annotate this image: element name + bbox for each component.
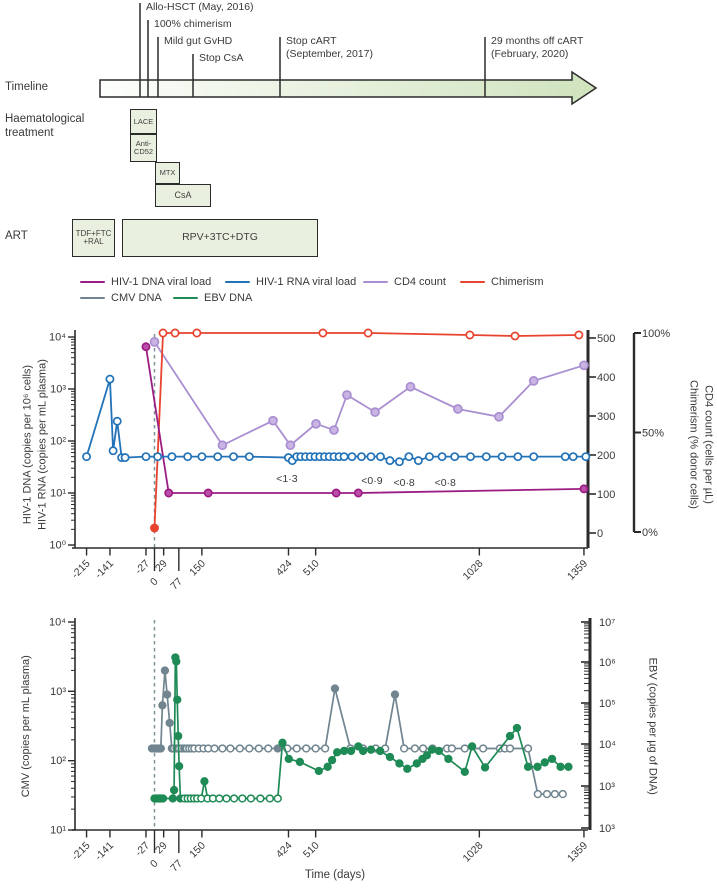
ebv-dna-marker bbox=[285, 755, 292, 762]
cmv-dna-marker bbox=[166, 720, 173, 727]
x-tick-label: 1359 bbox=[565, 557, 591, 583]
cmv-dna-marker bbox=[219, 745, 226, 752]
cmv-dna-marker bbox=[162, 667, 169, 674]
haematological-box-mtx: MTX bbox=[155, 162, 180, 184]
ebv-dna-marker bbox=[404, 765, 411, 772]
ebv-dna-marker bbox=[329, 757, 336, 764]
cmv-dna-marker bbox=[246, 745, 253, 752]
chart2-right-axis-title: EBV (copies per µg of DNA) bbox=[646, 657, 659, 795]
x-tick-label: 0 bbox=[148, 857, 161, 871]
hiv1-rna-marker bbox=[562, 453, 569, 460]
cmv-dna-marker bbox=[551, 791, 558, 798]
hiv1-rna-marker bbox=[358, 453, 365, 460]
ebv-dna-marker bbox=[334, 749, 341, 756]
cd4-tick-label: 100 bbox=[597, 489, 616, 501]
time-axis-title: Time (days) bbox=[304, 869, 366, 881]
ebv-dna-marker bbox=[557, 763, 564, 770]
haematological-box-anti: Anti- CD52 bbox=[130, 134, 157, 162]
cmv-dna-marker bbox=[255, 745, 262, 752]
ebv-dna-marker bbox=[423, 752, 430, 759]
ebv-dna-marker bbox=[514, 725, 521, 732]
hiv1-rna-marker bbox=[582, 453, 589, 460]
x-tick-label: -141 bbox=[92, 557, 117, 581]
ebv-dna-marker bbox=[266, 795, 273, 802]
cd4-count-marker bbox=[286, 441, 294, 449]
hiv1-rna-marker bbox=[405, 453, 412, 460]
chimerism-marker bbox=[365, 329, 372, 336]
hiv1-rna-marker bbox=[83, 453, 90, 460]
ebv-dna-marker bbox=[445, 755, 452, 762]
cd4-tick-label: 300 bbox=[597, 411, 616, 423]
hiv1-dna-series bbox=[142, 343, 587, 496]
cd4-axis-title: CD4 count (cells per µL) bbox=[702, 385, 715, 504]
ebv-dna-marker bbox=[174, 696, 181, 703]
cmv-dna-line bbox=[152, 671, 563, 795]
hiv1-dna-marker bbox=[142, 343, 149, 350]
cmv-dna-marker bbox=[265, 745, 272, 752]
ebv-dna-marker bbox=[534, 763, 541, 770]
cd4-count-marker bbox=[312, 420, 320, 428]
haematological-box-lace: LACE bbox=[130, 109, 157, 134]
x-tick-label: 0 bbox=[148, 575, 161, 589]
chimerism-marker bbox=[466, 331, 473, 338]
chimerism-marker bbox=[319, 329, 326, 336]
hiv1-rna-marker bbox=[467, 453, 474, 460]
ebv-dna-marker bbox=[173, 658, 180, 665]
hiv1-dna-marker bbox=[580, 485, 587, 492]
chimerism-marker bbox=[575, 331, 582, 338]
x-tick-label: 77 bbox=[168, 575, 185, 593]
hiv1-rna-marker bbox=[426, 453, 433, 460]
y-tick-label: 10¹ bbox=[50, 824, 66, 837]
ebv-dna-marker bbox=[360, 748, 367, 755]
art-box-rpv3tcdtg: RPV+3TC+DTG bbox=[122, 219, 318, 257]
hiv1-rna-marker bbox=[570, 453, 577, 460]
cd4-count-marker bbox=[371, 408, 379, 416]
x-tick-label: 77 bbox=[168, 857, 185, 875]
art-box-tdfftc: TDF+FTC +RAL bbox=[72, 219, 115, 257]
x-tick-label: 1359 bbox=[565, 839, 591, 865]
x-tick-label: 1028 bbox=[460, 839, 486, 865]
cd4-count-marker bbox=[495, 413, 503, 421]
hiv1-rna-marker bbox=[367, 453, 374, 460]
ebv-dna-marker bbox=[348, 748, 355, 755]
cd4-tick-label: 200 bbox=[597, 450, 616, 462]
hiv1-dna-marker bbox=[165, 489, 172, 496]
x-tick-label: 510 bbox=[300, 839, 322, 861]
ebv-dna-marker bbox=[175, 733, 182, 740]
chimerism-tick-label: 50% bbox=[642, 427, 665, 440]
chimerism-marker bbox=[151, 524, 158, 531]
chimerism-tick-label: 0% bbox=[642, 527, 658, 539]
hiv1-rna-marker bbox=[348, 453, 355, 460]
chimerism-marker bbox=[193, 329, 200, 336]
cmv-dna-marker bbox=[411, 745, 418, 752]
cmv-dna-marker bbox=[420, 745, 427, 752]
y-tick-label: 10² bbox=[50, 435, 66, 448]
cmv-dna-marker bbox=[544, 791, 551, 798]
ebv-dna-marker bbox=[171, 787, 178, 794]
ebv-dna-marker bbox=[274, 795, 281, 802]
ebv-dna-marker bbox=[377, 748, 384, 755]
hiv1-rna-marker bbox=[415, 457, 422, 464]
ebv-dna-marker bbox=[541, 759, 548, 766]
ebv-dna-marker bbox=[315, 768, 322, 775]
legend-label: HIV-1 DNA viral load bbox=[111, 276, 212, 288]
hiv-dna-axis-title: HIV-1 DNA (copies per 10⁶ cells) bbox=[21, 364, 34, 525]
ebv-dna-marker bbox=[507, 733, 514, 740]
cd4-count-marker bbox=[406, 383, 414, 391]
hiv1-rna-marker bbox=[377, 453, 384, 460]
hiv1-dna-marker bbox=[355, 489, 362, 496]
y-tick-label: 10³ bbox=[50, 685, 66, 698]
ebv-dna-marker bbox=[239, 795, 246, 802]
ebv-dna-marker bbox=[223, 795, 230, 802]
ebv-tick-label: 10³ bbox=[599, 781, 615, 793]
cd4-count-marker bbox=[343, 391, 351, 399]
chimerism-axis-title: Chimerism (% donor cells) bbox=[688, 380, 700, 509]
cmv-dna-marker bbox=[534, 791, 541, 798]
cmv-dna-marker bbox=[559, 791, 566, 798]
cmv-dna-marker bbox=[461, 745, 468, 752]
x-tick-label: 150 bbox=[187, 557, 209, 579]
timeline-event-label: Stop CsA bbox=[199, 52, 244, 64]
hiv1-rna-marker bbox=[184, 453, 191, 460]
cmv-dna-marker bbox=[448, 745, 455, 752]
hiv1-rna-marker bbox=[246, 453, 253, 460]
timeline-event-label: 29 months off cART (February, 2020) bbox=[491, 35, 584, 60]
hiv1-rna-marker bbox=[122, 454, 129, 461]
ebv-dna-marker bbox=[257, 795, 264, 802]
hiv1-rna-marker bbox=[110, 447, 117, 454]
cmv-dna-marker bbox=[303, 745, 310, 752]
ebv-dna-marker bbox=[387, 754, 394, 761]
cd4-count-series bbox=[151, 338, 588, 449]
ebv-dna-marker bbox=[279, 739, 286, 746]
cmv-dna-marker bbox=[164, 691, 171, 698]
ebv-dna-marker bbox=[324, 763, 331, 770]
hiv1-rna-marker bbox=[198, 453, 205, 460]
x-tick-label: 510 bbox=[300, 557, 322, 579]
ebv-tick-label: 10³ bbox=[599, 823, 615, 835]
x-tick-label: 424 bbox=[273, 557, 295, 579]
hiv1-rna-marker bbox=[514, 453, 521, 460]
hiv1-rna-marker bbox=[483, 453, 490, 460]
hiv1-rna-marker bbox=[142, 453, 149, 460]
cd4-tick-label: 500 bbox=[597, 333, 616, 345]
ebv-dna-marker bbox=[201, 778, 208, 785]
cmv-dna-marker bbox=[480, 745, 487, 752]
cd4-count-marker bbox=[151, 338, 159, 346]
cmv-dna-marker bbox=[227, 745, 234, 752]
below-detection-annotation: <0·9 bbox=[361, 475, 383, 487]
x-tick-label: 29 bbox=[153, 839, 170, 857]
y-tick-label: 10⁰ bbox=[49, 539, 66, 552]
y-tick-label: 10² bbox=[50, 755, 66, 768]
cd4-count-marker bbox=[580, 361, 588, 369]
timeline-event-label: Allo-HSCT (May, 2016) bbox=[146, 1, 254, 13]
x-tick-label: 1028 bbox=[460, 557, 486, 583]
cmv-dna-marker bbox=[332, 685, 339, 692]
chimerism-marker bbox=[511, 332, 518, 339]
timeline-event-label: Mild gut GvHD bbox=[164, 35, 233, 47]
y-tick-label: 10¹ bbox=[50, 487, 66, 500]
timeline-event-label: Stop cART (September, 2017) bbox=[286, 35, 373, 60]
hiv1-rna-marker bbox=[214, 453, 221, 460]
x-tick-label: -27 bbox=[132, 557, 153, 577]
hiv1-dna-marker bbox=[205, 489, 212, 496]
cd4-count-marker bbox=[218, 441, 226, 449]
cmv-dna-series bbox=[149, 667, 567, 797]
chimerism-line bbox=[155, 333, 579, 528]
hiv1-dna-line bbox=[146, 347, 584, 493]
cmv-dna-marker bbox=[293, 745, 300, 752]
ebv-dna-marker bbox=[169, 795, 176, 802]
ebv-dna-marker bbox=[216, 795, 223, 802]
cmv-dna-marker bbox=[322, 745, 329, 752]
ebv-dna-series bbox=[151, 654, 572, 802]
hiv1-rna-marker bbox=[438, 453, 445, 460]
ebv-dna-marker bbox=[176, 763, 183, 770]
cmv-dna-marker bbox=[159, 702, 166, 709]
legend-label: HIV-1 RNA viral load bbox=[256, 276, 357, 288]
ebv-dna-marker bbox=[461, 768, 468, 775]
chimerism-marker bbox=[171, 329, 178, 336]
haematological-row-label-line2: treatment bbox=[5, 127, 54, 139]
cd4-tick-label: 400 bbox=[597, 372, 616, 384]
chimerism-series bbox=[151, 329, 583, 531]
cmv-dna-marker bbox=[211, 745, 218, 752]
legend-label: CMV DNA bbox=[111, 292, 162, 304]
ebv-dna-marker bbox=[247, 795, 254, 802]
cmv-dna-marker bbox=[401, 745, 408, 752]
haematological-row-label-line1: Haematological bbox=[5, 113, 85, 125]
ebv-dna-marker bbox=[341, 748, 348, 755]
ebv-dna-marker bbox=[368, 746, 375, 753]
ebv-tick-label: 10⁷ bbox=[599, 617, 616, 629]
ebv-dna-marker bbox=[525, 763, 532, 770]
ebv-dna-marker bbox=[436, 748, 443, 755]
ebv-dna-marker bbox=[565, 763, 572, 770]
cd4-count-marker bbox=[454, 405, 462, 413]
hiv1-dna-marker bbox=[333, 489, 340, 496]
cmv-dna-marker bbox=[525, 745, 532, 752]
cmv-dna-marker bbox=[157, 745, 164, 752]
chimerism-marker bbox=[159, 329, 166, 336]
chimerism-tick-label: 100% bbox=[642, 328, 671, 340]
hiv1-rna-marker bbox=[106, 376, 113, 383]
cmv-dna-marker bbox=[392, 691, 399, 698]
hiv1-rna-marker bbox=[396, 458, 403, 465]
cd4-count-marker bbox=[530, 377, 538, 385]
legend-label: EBV DNA bbox=[204, 292, 253, 304]
x-tick-label: -215 bbox=[69, 557, 93, 581]
x-tick-label: -141 bbox=[92, 839, 117, 863]
hiv1-rna-marker bbox=[168, 453, 175, 460]
cmv-dna-marker bbox=[507, 745, 514, 752]
hiv1-rna-marker bbox=[230, 453, 237, 460]
hiv1-rna-marker bbox=[386, 457, 393, 464]
hiv1-rna-marker bbox=[451, 453, 458, 460]
chart2-left-axis-title: CMV (copies per mL plasma) bbox=[19, 655, 32, 798]
ebv-dna-marker bbox=[549, 755, 556, 762]
hiv1-rna-marker bbox=[341, 453, 348, 460]
ebv-dna-marker bbox=[296, 759, 303, 766]
ebv-dna-marker bbox=[396, 760, 403, 767]
x-tick-label: 150 bbox=[187, 839, 209, 861]
ebv-dna-marker bbox=[160, 795, 167, 802]
cmv-dna-marker bbox=[312, 745, 319, 752]
below-detection-annotation: <0·8 bbox=[434, 477, 456, 489]
ebv-tick-label: 10⁶ bbox=[599, 657, 616, 669]
hiv1-rna-marker bbox=[114, 418, 121, 425]
y-tick-label: 10⁴ bbox=[49, 616, 66, 629]
x-tick-label: 29 bbox=[153, 557, 170, 575]
x-tick-label: -215 bbox=[69, 839, 93, 863]
legend-label: Chimerism bbox=[491, 276, 544, 288]
ebv-dna-marker bbox=[469, 743, 476, 750]
timeline-event-label: 100% chimerism bbox=[154, 18, 232, 30]
cd4-tick-label: 0 bbox=[597, 528, 604, 540]
ebv-dna-marker bbox=[482, 764, 489, 771]
ebv-dna-line bbox=[155, 657, 569, 798]
y-tick-label: 10³ bbox=[50, 383, 66, 396]
cd4-count-marker bbox=[269, 417, 277, 425]
ebv-tick-label: 10⁴ bbox=[599, 739, 616, 751]
y-tick-label: 10⁴ bbox=[49, 331, 66, 344]
cd4-count-line bbox=[155, 342, 584, 445]
ebv-dna-marker bbox=[429, 746, 436, 753]
haematological-box-csa: CsA bbox=[155, 184, 211, 207]
below-detection-annotation: <0·8 bbox=[393, 477, 415, 489]
below-detection-annotation: <1·3 bbox=[276, 473, 298, 485]
hiv1-rna-marker bbox=[499, 453, 506, 460]
legend-label: CD4 count bbox=[394, 276, 446, 288]
art-row-label: ART bbox=[5, 230, 28, 242]
hiv1-rna-marker bbox=[154, 453, 161, 460]
x-tick-label: -27 bbox=[132, 839, 153, 859]
cd4-count-marker bbox=[330, 426, 338, 434]
hiv1-rna-marker bbox=[530, 453, 537, 460]
timeline-row-label: Timeline bbox=[5, 81, 49, 93]
cmv-dna-marker bbox=[236, 745, 243, 752]
x-tick-label: 424 bbox=[273, 839, 295, 861]
ebv-tick-label: 10⁵ bbox=[599, 698, 616, 710]
ebv-dna-marker bbox=[231, 795, 238, 802]
hiv-rna-axis-title: HIV-1 RNA (copies per mL plasma) bbox=[36, 359, 48, 530]
